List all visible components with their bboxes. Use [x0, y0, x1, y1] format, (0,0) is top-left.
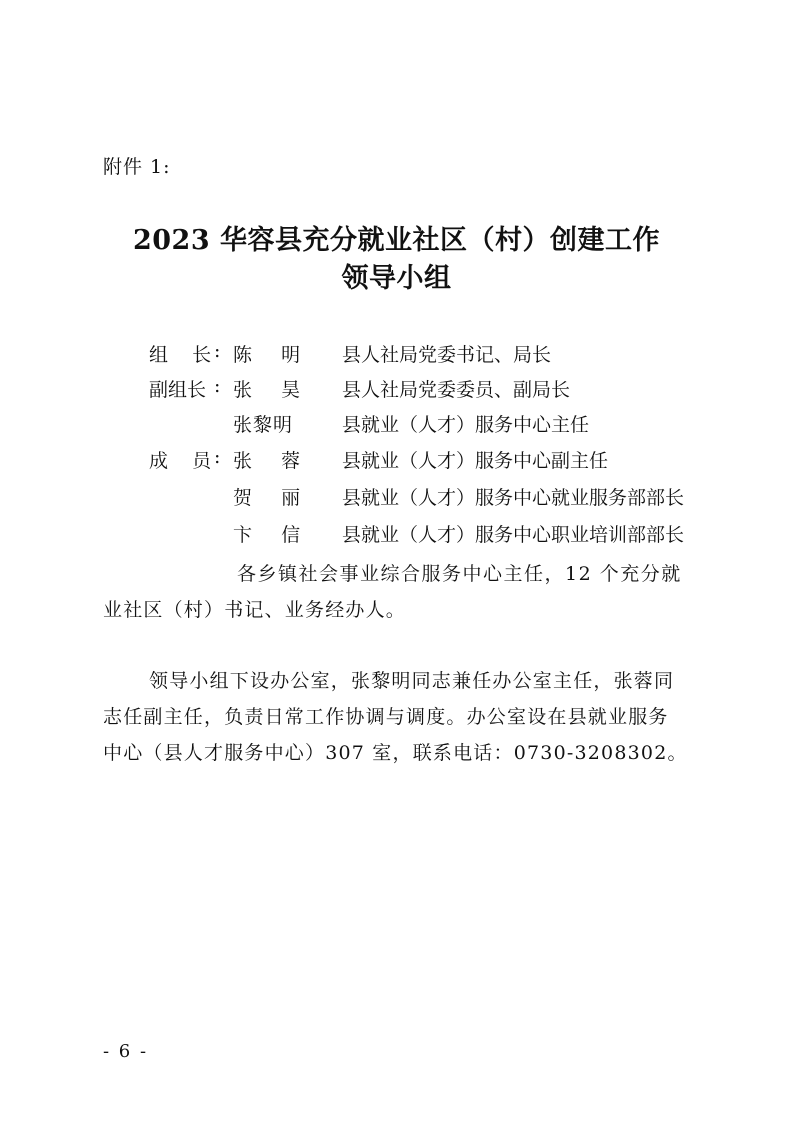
member-position: 县人社局党委书记、局长: [342, 344, 552, 366]
member-row-member: [0, 446, 793, 476]
member-name: 贺 丽: [233, 487, 302, 509]
member-colon: :: [214, 340, 221, 362]
office-paragraph: [103, 663, 697, 771]
member-colon: :: [214, 375, 221, 397]
document-title-line-1: 2023 华容县充分就业社区（村）创建工作: [132, 225, 661, 256]
attachment-label: 附件 1:: [103, 156, 171, 178]
member-position: 县人社局党委委员、副局长: [342, 379, 571, 401]
paragraph-line: 中心（县人才服务中心）307 室，联系电话：0730-3208302。: [103, 742, 688, 764]
member-row-deputy-leader: [0, 375, 793, 405]
paragraph-line: 领导小组下设办公室，张黎明同志兼任办公室主任，张蓉同: [149, 670, 675, 692]
member-position: 县就业（人才）服务中心就业服务部部长: [342, 487, 685, 509]
member-role: 组 长: [149, 344, 212, 366]
member-name: 卞 信: [233, 524, 302, 546]
members-extra-paragraph: [103, 556, 697, 628]
member-name: 张 昊: [233, 379, 302, 401]
member-name: 陈 明: [233, 344, 302, 366]
document-title-line-2: 领导小组: [341, 263, 452, 294]
member-role: 副组长: [149, 379, 207, 401]
page-number: - 6 -: [103, 1041, 149, 1062]
member-colon: :: [214, 446, 221, 468]
member-position: 县就业（人才）服务中心主任: [342, 414, 590, 436]
member-name: 张黎明: [233, 414, 294, 436]
member-row-member-3: [0, 520, 793, 550]
member-row-member-2: [0, 483, 793, 513]
member-role: 成 员: [149, 450, 212, 472]
paragraph-line: 志任副主任，负责日常工作协调与调度。办公室设在县就业服务: [103, 706, 669, 728]
member-name: 张 蓉: [233, 450, 302, 472]
member-row-deputy-leader-2: [0, 410, 793, 440]
paragraph-line: 业社区（村）书记、业务经办人。: [103, 599, 407, 621]
member-position: 县就业（人才）服务中心职业培训部部长: [342, 524, 685, 546]
member-position: 县就业（人才）服务中心副主任: [342, 450, 609, 472]
member-row-leader: [0, 340, 793, 370]
paragraph-line: 各乡镇社会事业综合服务中心主任，12 个充分就: [237, 563, 682, 585]
